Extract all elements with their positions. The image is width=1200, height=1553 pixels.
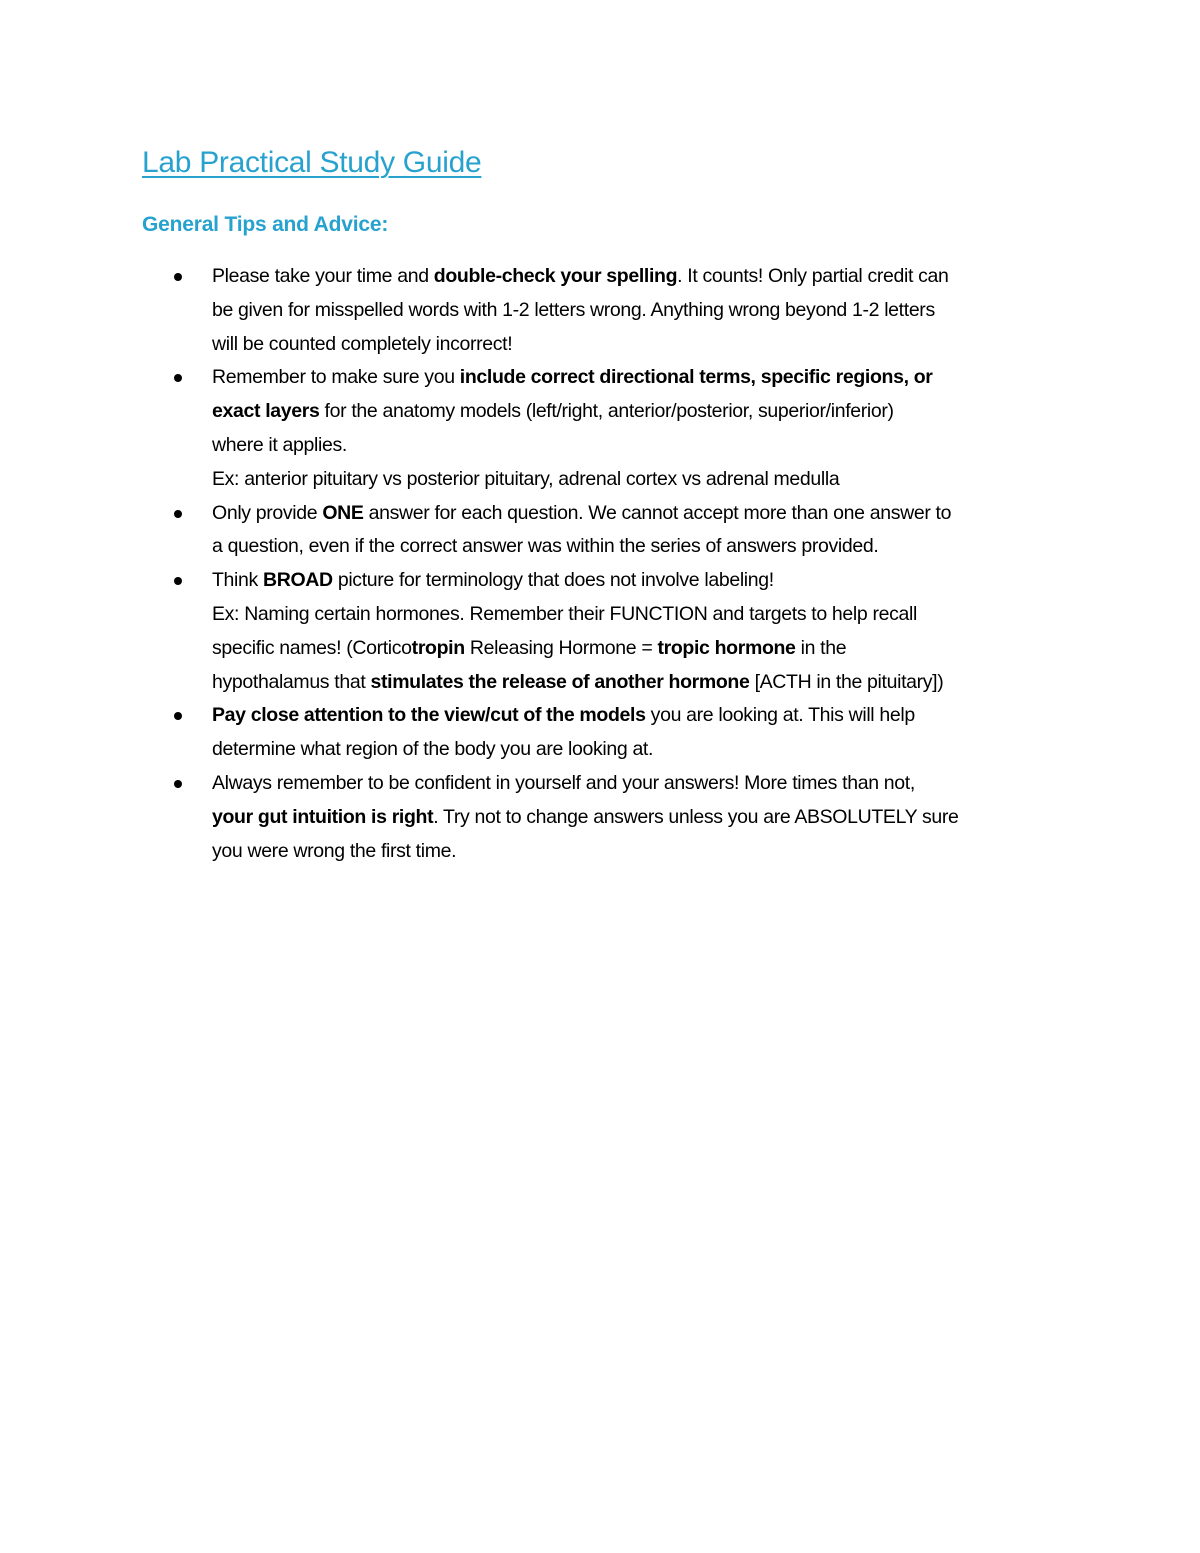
tip-line — [212, 598, 1072, 632]
bullet-icon — [174, 510, 182, 518]
tip-text: for the anatomy models (left/right, anterior/posterior, superior/inferior) — [319, 400, 894, 423]
emphasis-text: your gut intuition is right — [212, 805, 434, 828]
emphasis-text: BROAD — [263, 569, 333, 592]
tip-line — [212, 328, 1072, 362]
list-item — [172, 497, 1072, 565]
tip-line — [212, 699, 1072, 733]
bullet-icon — [174, 374, 182, 382]
tip-line — [212, 294, 1072, 328]
bullet-icon — [174, 577, 182, 585]
tip-text: specific names! (Cortico — [212, 636, 412, 659]
tip-text: [ACTH in the pituitary]) — [749, 670, 944, 693]
tip-text: Remember to make sure you — [212, 366, 460, 389]
tip-text: Ex: Naming certain hormones. Remember their FUNCTION and targets to help recall — [212, 602, 917, 625]
tip-line — [212, 530, 1072, 564]
list-item — [172, 767, 1072, 868]
tip-text: picture for terminology that does not involve labeling! — [332, 569, 774, 592]
list-item — [172, 699, 1072, 767]
tip-text: Please take your time and — [212, 265, 434, 287]
list-item — [172, 260, 1072, 361]
tip-line — [212, 260, 1072, 294]
tip-line — [212, 395, 1072, 429]
tip-text: answer for each question. We cannot accept more than one answer to — [363, 501, 952, 524]
tip-text: a question, even if the correct answer was within the series of answers provided. — [212, 535, 879, 558]
tips-list — [172, 260, 1072, 868]
tip-text: you are looking at. This will help — [645, 704, 915, 727]
tip-text: be given for misspelled words with 1-2 letters wrong. Anything wrong beyond 1-2 letters — [212, 298, 935, 321]
emphasis-text: double-check your spelling — [433, 265, 678, 287]
tip-line — [212, 767, 1072, 801]
emphasis-text: stimulates the release of another hormone — [370, 670, 750, 693]
bullet-icon — [174, 712, 182, 720]
page-title: Lab Practical Study Guide — [142, 146, 482, 179]
tip-line — [212, 564, 1072, 598]
emphasis-text: tropin — [411, 636, 465, 659]
tip-line — [212, 429, 1072, 463]
tip-text: determine what region of the body you are looking at. — [212, 738, 654, 761]
emphasis-text: exact layers — [212, 400, 320, 423]
emphasis-text: ONE — [322, 501, 364, 524]
tip-text: Releasing Hormone = — [464, 636, 658, 659]
list-item — [172, 361, 1072, 496]
bullet-icon — [174, 780, 182, 788]
tip-line — [212, 801, 1072, 835]
tip-text: Think — [212, 569, 264, 592]
tip-text: hypothalamus that — [212, 670, 371, 693]
tip-text: you were wrong the first time. — [212, 839, 457, 862]
tip-line — [212, 666, 1072, 700]
tip-text: in the — [795, 636, 847, 659]
tip-line — [212, 632, 1072, 666]
tip-line — [212, 497, 1072, 531]
tip-text: Ex: anterior pituitary vs posterior pituitary, adrenal cortex vs adrenal medulla — [212, 467, 840, 490]
section-heading: General Tips and Advice: — [142, 213, 389, 236]
tip-line — [212, 463, 1072, 497]
tip-line — [212, 361, 1072, 395]
tip-text: . Try not to change answers unless you are ABSOLUTELY sure — [433, 805, 959, 828]
emphasis-text: Pay close attention to the view/cut of the models — [212, 704, 646, 727]
tip-text: Only provide — [212, 501, 323, 524]
tip-line — [212, 733, 1072, 767]
tip-text: . It counts! Only partial credit can — [677, 265, 949, 287]
emphasis-text: include correct directional terms, specific regions, or — [459, 366, 933, 389]
tip-text: Always remember to be confident in yourself and your answers! More times than not, — [212, 771, 915, 794]
bullet-icon — [174, 273, 182, 281]
list-item — [172, 564, 1072, 699]
emphasis-text: tropic hormone — [657, 636, 796, 659]
tip-text: where it applies. — [212, 433, 347, 456]
tip-line — [212, 835, 1072, 869]
tip-text: will be counted completely incorrect! — [212, 332, 513, 355]
